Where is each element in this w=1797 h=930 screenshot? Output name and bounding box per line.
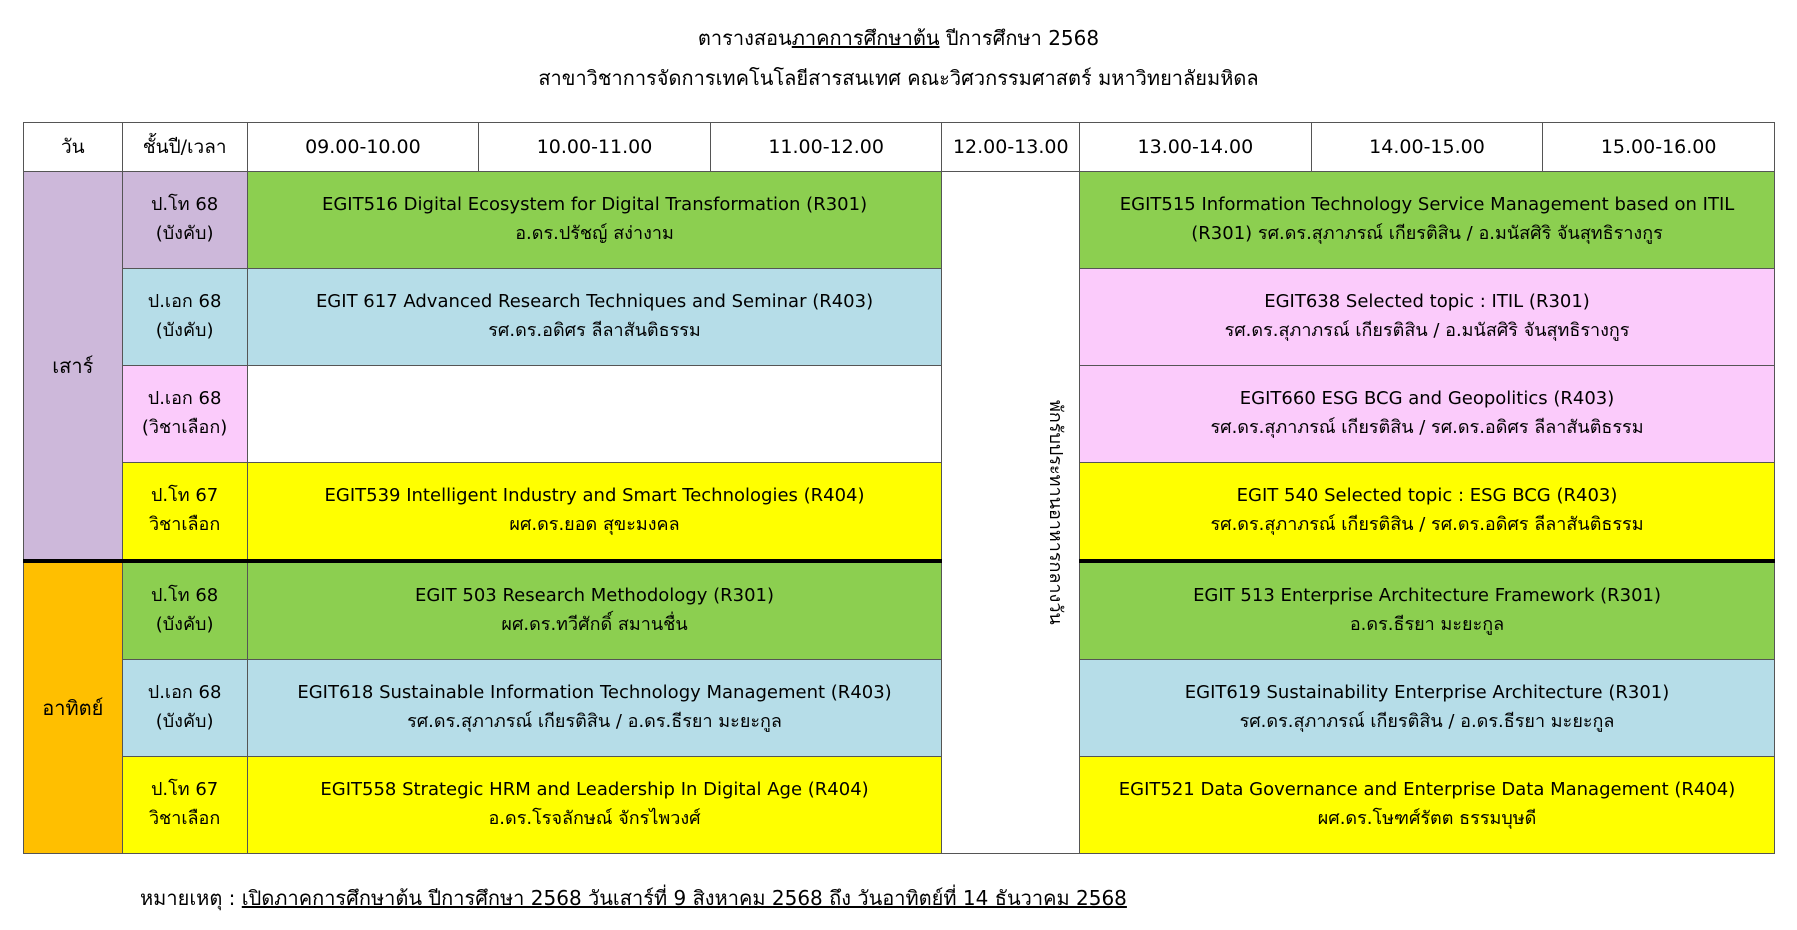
header-day: วัน <box>24 123 123 172</box>
course-title: EGIT619 Sustainability Enterprise Architecture (R301) <box>1184 682 1670 704</box>
level-cell <box>122 561 247 660</box>
level-name: ป.เอก 68 <box>147 388 222 410</box>
course-instructor: ผศ.ดร.โษฑศ์รัตต ธรรมบุษดี <box>1317 808 1537 829</box>
header-slot: 12.00-13.00 <box>942 123 1080 172</box>
level-name: ป.โท 67 <box>150 779 219 801</box>
title-year: ปีการศึกษา 2568 <box>939 26 1100 50</box>
header-level: ชั้นปี/เวลา <box>122 123 247 172</box>
level-name: ป.เอก 68 <box>147 682 222 704</box>
course-instructor: รศ.ดร.สุภาภรณ์ เกียรติสิน / รศ.ดร.อดิศร ลีลาสันติธรรม <box>1210 514 1644 535</box>
course-cell <box>247 269 942 366</box>
level-type: วิชาเลือก <box>148 808 221 829</box>
course-cell <box>1080 269 1775 366</box>
course-title: EGIT 503 Research Methodology (R301) <box>415 585 775 607</box>
course-instructor: รศ.ดร.สุภาภรณ์ เกียรติสิน / อ.มนัสศิริ จันสุทธิรางกูร <box>1224 320 1630 341</box>
course-instructor: ผศ.ดร.ทวีศักดิ์ สมานชื่น <box>501 614 688 635</box>
header-slot: 15.00-16.00 <box>1543 123 1775 172</box>
table-row <box>24 172 1775 269</box>
table-row <box>24 269 1775 366</box>
course-instructor: ผศ.ดร.ยอด สุขะมงคล <box>509 514 680 535</box>
day-sunday: อาทิตย์ <box>24 561 123 854</box>
title-prefix: ตารางสอน <box>697 26 792 50</box>
course-title: EGIT515 Information Technology Service Management based on ITIL <box>1119 194 1735 216</box>
footnote <box>140 882 1127 914</box>
course-instructor: รศ.ดร.สุภาภรณ์ เกียรติสิน / อ.ดร.ธีรยา มะยะกูล <box>407 711 782 732</box>
footnote-label: หมายเหตุ : <box>140 886 242 910</box>
course-title: EGIT521 Data Governance and Enterprise Data Management (R404) <box>1118 779 1736 801</box>
course-instructor: อ.ดร.ปรัชญ์ สง่างาม <box>515 223 674 244</box>
level-name: ป.โท 68 <box>150 194 219 216</box>
level-cell <box>122 463 247 562</box>
course-cell <box>247 172 942 269</box>
course-title: EGIT516 Digital Ecosystem for Digital Transformation (R301) <box>321 194 868 216</box>
schedule-title <box>0 22 1797 54</box>
course-title: EGIT 617 Advanced Research Techniques and Seminar (R403) <box>315 291 874 313</box>
course-cell <box>1080 366 1775 463</box>
empty-course-cell <box>247 366 942 463</box>
schedule-table <box>23 122 1775 854</box>
footnote-text: เปิดภาคการศึกษาต้น ปีการศึกษา 2568 วันเสาร์ที่ 9 สิงหาคม 2568 ถึง วันอาทิตย์ที่ 14 ธันวาคม 2568 <box>241 886 1127 910</box>
schedule-subtitle: สาขาวิชาการจัดการเทคโนโลยีสารสนเทศ คณะวิศวกรรมศาสตร์ มหาวิทยาลัยมหิดล <box>538 66 1259 90</box>
level-type: (วิชาเลือก) <box>141 417 228 438</box>
level-type: (บังคับ) <box>155 711 214 732</box>
day-saturday: เสาร์ <box>24 172 123 562</box>
table-row <box>24 561 1775 660</box>
course-instructor: อ.ดร.โรจลักษณ์ จักรไพวงศ์ <box>488 808 701 829</box>
table-row <box>24 463 1775 562</box>
lunch-label: พักรับประทานอาหารกลางวัน <box>1045 400 1067 625</box>
course-cell <box>1080 660 1775 757</box>
header-slot: 14.00-15.00 <box>1311 123 1543 172</box>
course-cell <box>1080 463 1775 562</box>
level-cell <box>122 269 247 366</box>
course-title: EGIT 513 Enterprise Architecture Framework (R301) <box>1193 585 1661 607</box>
level-type: (บังคับ) <box>155 614 214 635</box>
course-instructor: (R301) รศ.ดร.สุภาภรณ์ เกียรติสิน / อ.มนัสศิริ จันสุทธิรางกูร <box>1191 223 1663 244</box>
course-instructor: รศ.ดร.อดิศร ลีลาสันติธรรม <box>488 320 701 341</box>
title-semester: ภาคการศึกษาต้น <box>791 26 940 50</box>
course-cell <box>247 561 942 660</box>
level-cell <box>122 172 247 269</box>
level-name: ป.โท 68 <box>150 585 219 607</box>
level-cell <box>122 757 247 854</box>
course-cell <box>247 757 942 854</box>
level-cell <box>122 366 247 463</box>
level-name: ป.เอก 68 <box>147 291 222 313</box>
level-type: วิชาเลือก <box>148 514 221 535</box>
course-title: EGIT660 ESG BCG and Geopolitics (R403) <box>1239 388 1615 410</box>
header-slot: 10.00-11.00 <box>479 123 711 172</box>
course-instructor: อ.ดร.ธีรยา มะยะกูล <box>1349 614 1505 635</box>
course-title: EGIT558 Strategic HRM and Leadership In Digital Age (R404) <box>320 779 869 801</box>
course-instructor: รศ.ดร.สุภาภรณ์ เกียรติสิน / รศ.ดร.อดิศร ลีลาสันติธรรม <box>1210 417 1644 438</box>
level-type: (บังคับ) <box>155 320 214 341</box>
course-cell <box>247 463 942 562</box>
course-cell <box>1080 172 1775 269</box>
table-row <box>24 366 1775 463</box>
level-type: (บังคับ) <box>155 223 214 244</box>
level-name: ป.โท 67 <box>150 485 219 507</box>
header-row <box>24 123 1775 172</box>
header-slot: 11.00-12.00 <box>710 123 942 172</box>
course-cell <box>247 660 942 757</box>
lunch-break <box>942 172 1080 854</box>
course-cell <box>1080 561 1775 660</box>
header-slot: 09.00-10.00 <box>247 123 479 172</box>
course-title: EGIT618 Sustainable Information Technology Management (R403) <box>297 682 892 704</box>
table-row <box>24 757 1775 854</box>
table-row <box>24 660 1775 757</box>
header-slot: 13.00-14.00 <box>1080 123 1312 172</box>
course-title: EGIT638 Selected topic : ITIL (R301) <box>1264 291 1590 313</box>
level-cell <box>122 660 247 757</box>
course-title: EGIT539 Intelligent Industry and Smart Technologies (R404) <box>324 485 865 507</box>
course-cell <box>1080 757 1775 854</box>
course-title: EGIT 540 Selected topic : ESG BCG (R403) <box>1236 485 1618 507</box>
course-instructor: รศ.ดร.สุภาภรณ์ เกียรติสิน / อ.ดร.ธีรยา มะยะกูล <box>1239 711 1615 732</box>
